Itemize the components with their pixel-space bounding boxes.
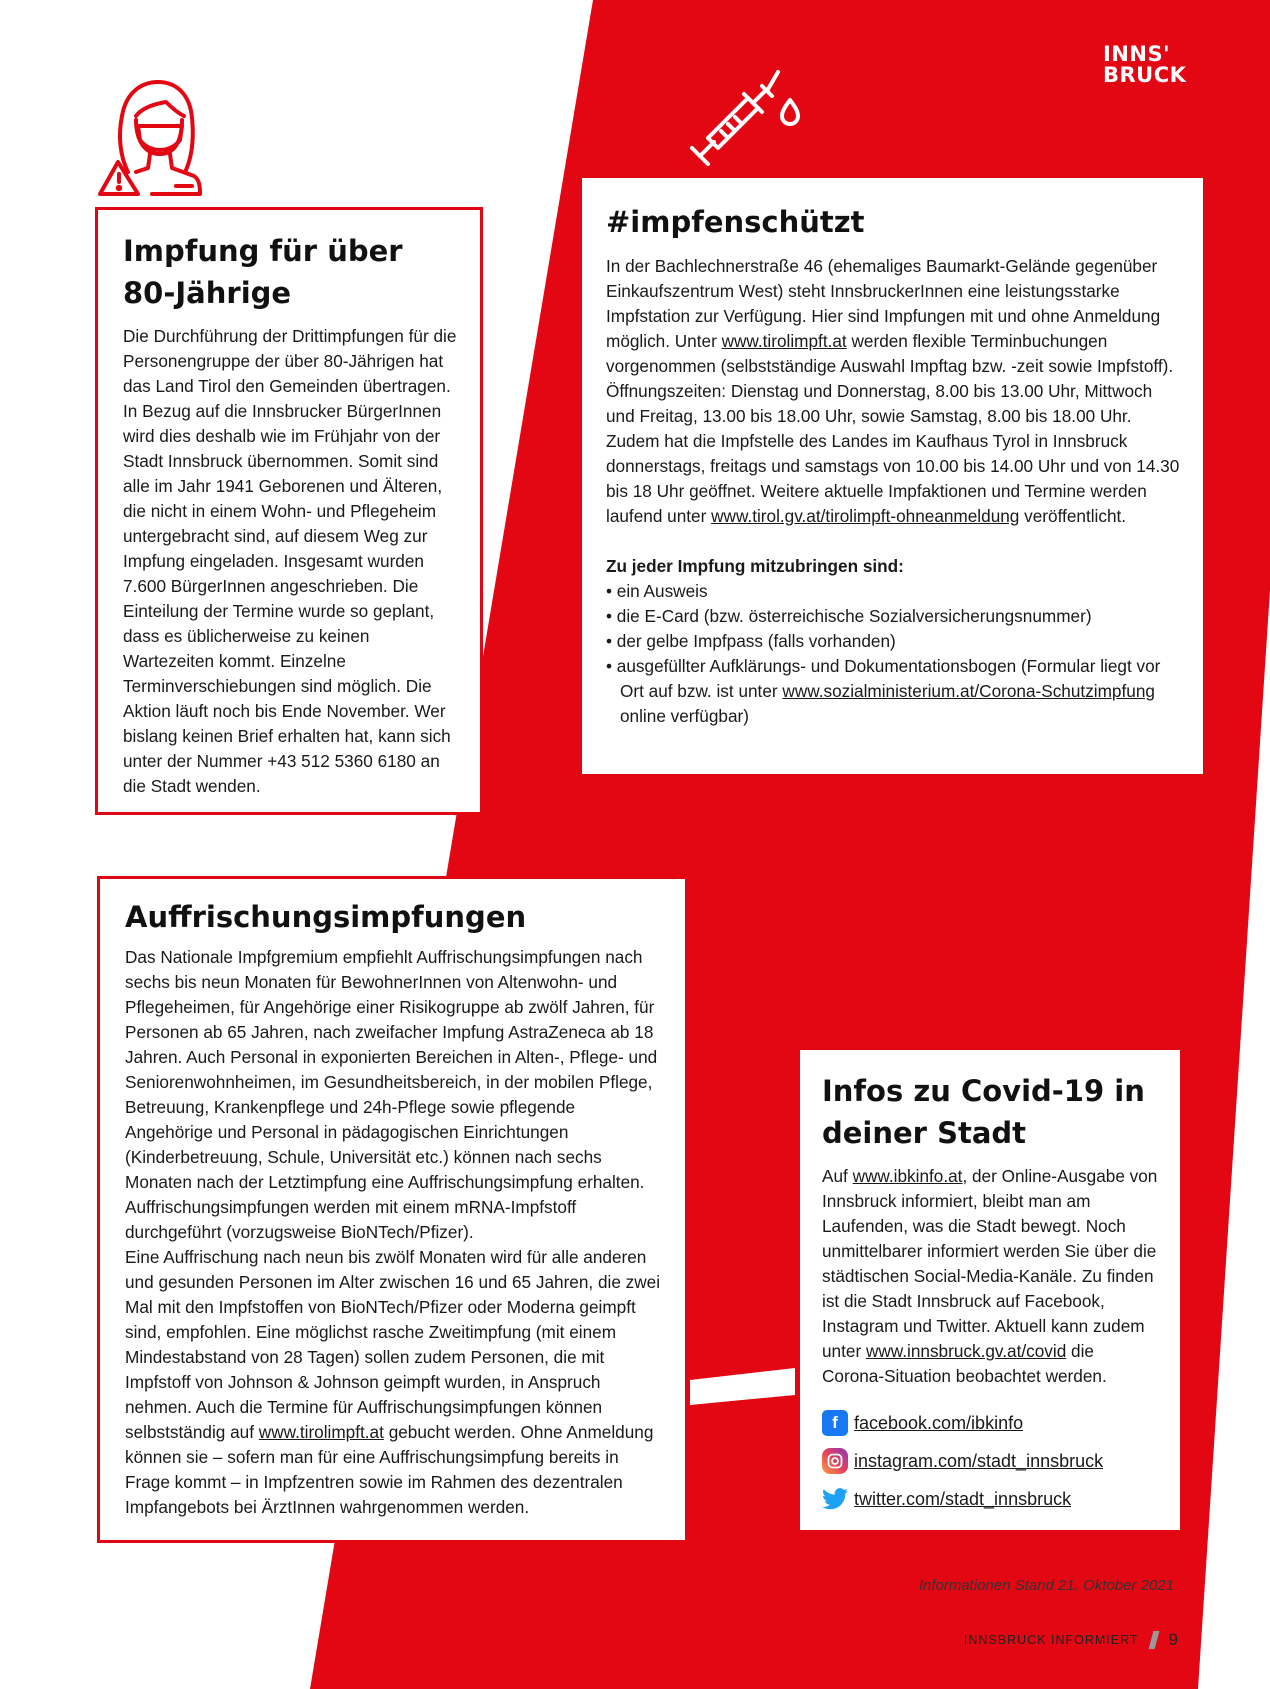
tirolimpft-link[interactable]: www.tirolimpft.at — [721, 331, 847, 351]
tirol-gv-link[interactable]: www.tirol.gv.at/tirolimpft-ohneanmeldung — [711, 506, 1020, 526]
page-footer — [964, 1630, 1178, 1650]
list-item: • der gelbe Impfpass (falls vorhanden) — [606, 631, 896, 651]
twitter-row[interactable] — [822, 1485, 1160, 1513]
bring-list — [606, 579, 1183, 729]
info-date-note: Informationen Stand 21. Oktober 2021 — [918, 1577, 1174, 1594]
instagram-icon — [822, 1448, 848, 1474]
ibkinfo-link[interactable]: www.ibkinfo.at — [852, 1166, 963, 1186]
instagram-link[interactable]: instagram.com/stadt_innsbruck — [854, 1450, 1104, 1471]
instagram-row[interactable] — [822, 1447, 1160, 1475]
facebook-row[interactable] — [822, 1409, 1160, 1437]
publication-name: INNSBRUCK INFORMIERT — [963, 1633, 1139, 1647]
masked-woman-warning-icon — [96, 76, 206, 198]
bring-list-title: Zu jeder Impfung mitzubringen sind: — [606, 556, 904, 576]
innsbruck-logo: INNS' BRUCK — [1103, 42, 1187, 87]
info-bubble-icon — [796, 916, 906, 1028]
booster-body-1: Das Nationale Impfgremium empfiehlt Auffrischungsimpfungen nach sechs bis neun Monaten für BewohnerInnen von Altenwohn- und Pflegeheimen, für Angehörige einer Risikogruppe ab zwölf Jahren, für Personen ab 65 Jahren, nach zweifacher Impfung AstraZeneca ab 18 Jahren. Auch Personal in exponierten Bereichen in Alten-, Pflege- und Seniorenwohnheimen, im Gesundheitsbereich, in der mobilen Pflege, Betreuung, Krankenpflege und 24h-Pflege sowie pflegende Angehörige und Personal in pädagogischen Einrichtungen (Kinderbetreuung, Schule, Universität etc.) können nach sechs Monaten nach der Letztimpfung eine Auffrischungsimpfung erhalten. Auffrischungsimpfungen werden mit einem mRNA-Impfstoff durchgeführt (vorzugsweise BioNTech/Pfizer). — [125, 947, 658, 1242]
twitter-link[interactable]: twitter.com/stadt_innsbruck — [854, 1488, 1072, 1509]
impfen-schuetzt-body: In der Bachlechnerstraße 46 (ehemaliges Baumarkt-Gelände gegenüber Einkaufszentrum West) steht InnsbruckerInnen eine leistungsstarke Impfstation zur Verfügung. Hier sind Impfungen mit und ohne Anmeldung möglich. Unter www.tirolimpft.at werden flexible Terminbuchungen vorgenommen (selbstständige Auswahl Impftag bzw. -zeit sowie Impfstoff). Öffnungszeiten: Dienstag und Donnerstag, 8.00 bis 13.00 Uhr, Mittwoch und Freitag, 13.00 bis 18.00 Uhr, sowie Samstag, 8.00 bis 18.00 Uhr. Zudem hat die Impfstelle des Landes im Kaufhaus Tyrol in Innsbruck donnerstags, freitags und samstags von 10.00 bis 14.00 Uhr und von 14.30 bis 18 Uhr geöffnet. Weitere aktuelle Impfaktionen und Termine werden laufend unter www.tirol.gv.at/tirolimpft-ohneanmeldung veröffentlicht. — [606, 256, 1180, 526]
covid-info-title: Infos zu Covid-19 in deiner Stadt — [822, 1074, 1145, 1150]
list-item: • die E-Card (bzw. österreichische Sozialversicherungsnummer) — [606, 606, 1092, 626]
innsbruck-covid-link[interactable]: www.innsbruck.gv.at/covid — [865, 1341, 1067, 1361]
elderly-vaccination-title: Impfung für über 80-Jährige — [123, 234, 403, 310]
booster-box — [97, 876, 688, 1543]
covid-info-box — [797, 1047, 1183, 1533]
list-item: • ein Ausweis — [606, 581, 708, 601]
impfen-schuetzt-box — [582, 178, 1203, 774]
list-item: • ausgefüllter Aufklärungs- und Dokumentationsbogen (Formular liegt vor Ort auf bzw. ist unter www.sozialministerium.at/Corona-Schutzimpfung online verfügbar) — [606, 656, 1161, 726]
twitter-icon — [822, 1486, 848, 1512]
facebook-link[interactable]: facebook.com/ibkinfo — [854, 1412, 1024, 1433]
tirolimpft-link[interactable]: www.tirolimpft.at — [258, 1422, 384, 1442]
elderly-vaccination-body: Die Durchführung der Drittimpfungen für die Personengruppe der über 80-Jährigen hat das Land Tirol den Gemeinden übertragen. In Bezug auf die Innsbrucker BürgerInnen wird dies deshalb wie im Frühjahr von der Stadt Innsbruck übernommen. Somit sind alle im Jahr 1941 Geborenen und Älteren, die nicht in einem Wohn- und Pflegeheim untergebracht sind, auf diesem Weg zur Impfung eingeladen. Insgesamt wurden 7.600 BürgerInnen angeschrieben. Die Einteilung der Termine wurde so geplant, dass es üblicherweise zu keinen Wartezeiten kommt. Einzelne Terminverschiebungen sind möglich. Die Aktion läuft noch bis Ende November. Wer bislang keinen Brief erhalten hat, kann sich unter der Nummer +43 512 5360 6180 an die Stadt wenden. — [123, 326, 457, 796]
syringe-icon — [688, 68, 804, 172]
elderly-vaccination-box — [95, 207, 483, 815]
impfen-schuetzt-title: #impfenschützt — [606, 205, 865, 239]
footer-divider — [1148, 1631, 1159, 1649]
sozialministerium-link[interactable]: www.sozialministerium.at/Corona-Schutzimpfung — [782, 681, 1155, 701]
booster-title: Auffrischungsimpfungen — [125, 900, 527, 934]
booster-body-2: Eine Auffrischung nach neun bis zwölf Monaten wird für alle anderen und gesunden Personen im Alter zwischen 16 und 65 Jahren, die zwei Mal mit den Impfstoffen von BioNTech/Pfizer oder Moderna geimpft sind, empfohlen. Eine möglichst rasche Zweitimpfung (mit einem Mindestabstand von 28 Tagen) sollen zudem Personen, die mit Impfstoff von Johnson & Johnson geimpft wurden, in Anspruch nehmen. Auch die Termine für Auffrischungsimpfungen können selbstständig auf www.tirolimpft.at gebucht werden. Ohne Anmeldung können sie – sofern man für eine Auffrischungsimpfung bereits in Frage kommt – in Impfzentren sowie im Rahmen des dezentralen Impfangebots bei ÄrztInnen wahrgenommen werden. — [125, 1247, 661, 1517]
page-number: 9 — [1168, 1630, 1178, 1649]
covid-info-body: Auf www.ibkinfo.at, der Online-Ausgabe von Innsbruck informiert, bleibt man am Laufenden, was die Stadt bewegt. Noch unmittelbarer informiert werden Sie über die städtischen Social-Media-Kanäle. Zu finden ist die Stadt Innsbruck auf Facebook, Instagram und Twitter. Aktuell kann zudem unter www.innsbruck.gv.at/covid die Corona-Situation beobachtet werden. — [822, 1166, 1158, 1386]
facebook-icon: f — [822, 1410, 848, 1436]
